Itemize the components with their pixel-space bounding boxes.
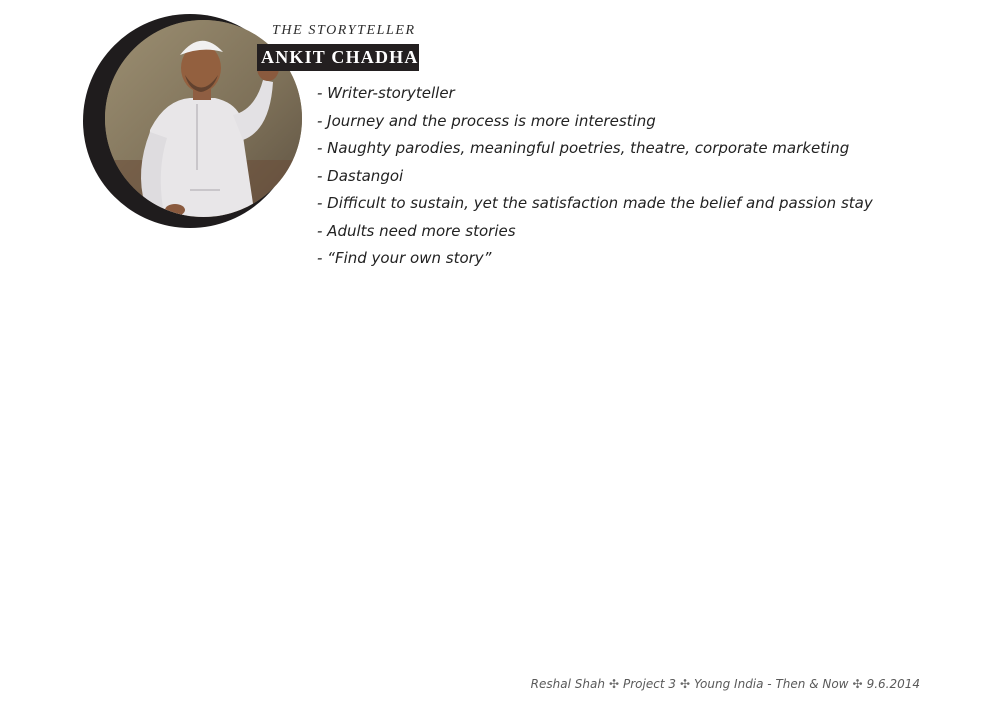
notes-list [317, 82, 957, 275]
list-item: - “Find your own story” [317, 249, 492, 267]
footer-author: Reshal Shah [530, 677, 605, 691]
separator-icon: ✣ [679, 677, 691, 691]
separator-icon: ✣ [608, 677, 619, 691]
role-label: THE STORYTELLER [272, 23, 416, 38]
list-item: - Naughty parodies, meaningful poetries, theatre, corporate marketing [317, 139, 850, 157]
list-item: - Journey and the process is more interesting [317, 111, 656, 130]
page-footer [531, 677, 920, 691]
name-banner: ANKIT CHADHA [257, 44, 419, 71]
footer-project: Project 3 [623, 677, 676, 691]
footer-title: Young India - Then & Now [694, 677, 849, 691]
list-item: - Difficult to sustain, yet the satisfaction made the belief and passion stay [317, 194, 873, 212]
footer-date: 9.6.2014 [866, 677, 920, 691]
list-item: - Adults need more stories [317, 221, 516, 240]
list-item: - Writer-storyteller [317, 84, 455, 102]
separator-icon: ✣ [852, 677, 863, 691]
list-item: - Dastangoi [317, 166, 404, 185]
